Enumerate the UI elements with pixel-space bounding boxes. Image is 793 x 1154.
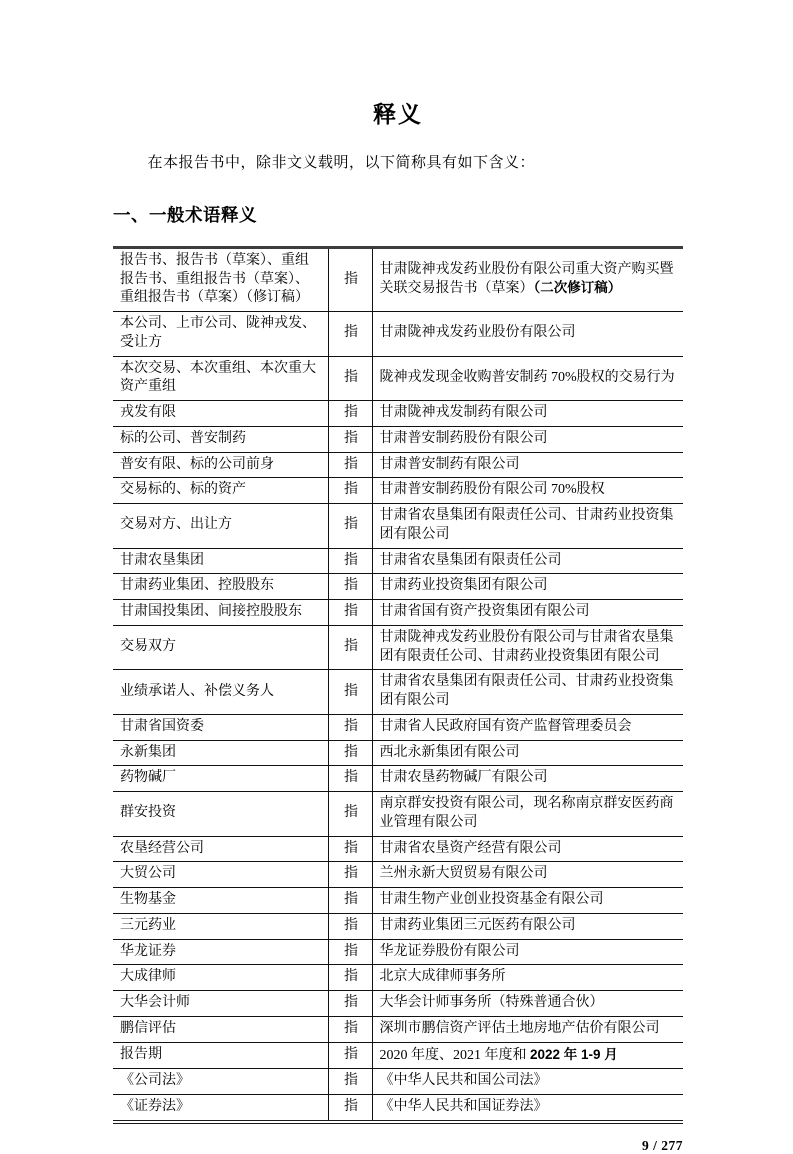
definition-text: 甘肃普安制药有限公司 (379, 456, 520, 472)
definition-text: 《中华人民共和国证券法》 (379, 1099, 548, 1115)
term-cell: 《证券法》 (113, 1095, 328, 1122)
definition-text: 甘肃省国有资产投资集团有限公司 (379, 604, 590, 620)
zhi-cell: 指 (328, 247, 372, 311)
term-cell: 药物碱厂 (113, 766, 328, 792)
definition-cell (372, 356, 683, 401)
definition-cell (372, 548, 683, 574)
definition-text: 甘肃省农垦集团有限责任公司 (379, 552, 562, 568)
table-row (113, 836, 683, 862)
term-cell: 本次交易、本次重组、本次重大资产重组 (113, 356, 328, 401)
table-row (113, 1016, 683, 1042)
section-heading: 一、一般术语释义 (113, 204, 257, 225)
zhi-cell: 指 (328, 965, 372, 991)
definition-cell (372, 426, 683, 452)
definition-text: 甘肃省农垦集团有限责任公司、甘肃药业投资集团有限公司 (379, 508, 674, 542)
table-row (113, 548, 683, 574)
definition-bold-text: （二次修订稿） (533, 280, 622, 296)
page-number: 9 / 277 (641, 1137, 683, 1153)
definition-text: 深圳市鹏信资产评估土地房地产估价有限公司 (379, 1020, 660, 1036)
definition-cell (372, 740, 683, 766)
table-row (113, 600, 683, 626)
definitions-table (113, 246, 683, 1124)
zhi-cell: 指 (328, 991, 372, 1017)
table-row (113, 1095, 683, 1122)
zhi-cell: 指 (328, 574, 372, 600)
zhi-cell: 指 (328, 766, 372, 792)
table-row (113, 1069, 683, 1095)
table-row (113, 312, 683, 357)
definition-cell (372, 792, 683, 837)
zhi-cell: 指 (328, 836, 372, 862)
definition-cell (372, 965, 683, 991)
definition-cell (372, 1069, 683, 1095)
table-row (113, 888, 683, 914)
table-row (113, 356, 683, 401)
table-row (113, 574, 683, 600)
term-cell: 本公司、上市公司、陇神戎发、受让方 (113, 312, 328, 357)
zhi-cell: 指 (328, 792, 372, 837)
table-row (113, 939, 683, 965)
definition-text: 《中华人民共和国公司法》 (379, 1073, 548, 1089)
definition-text: 北京大成律师事务所 (379, 969, 506, 985)
definition-text: 甘肃普安制药股份有限公司 70%股权 (379, 482, 605, 498)
zhi-cell: 指 (328, 670, 372, 715)
zhi-cell: 指 (328, 401, 372, 427)
definition-text: 甘肃生物产业创业投资基金有限公司 (379, 892, 604, 908)
table-row (113, 247, 683, 311)
table-row (113, 740, 683, 766)
definition-text: 大华会计师事务所（特殊普通合伙） (379, 995, 604, 1011)
definition-text: 西北永新集团有限公司 (379, 744, 520, 760)
table-row (113, 401, 683, 427)
zhi-cell: 指 (328, 504, 372, 549)
zhi-cell: 指 (328, 740, 372, 766)
zhi-cell: 指 (328, 625, 372, 670)
definition-cell (372, 939, 683, 965)
zhi-cell: 指 (328, 1016, 372, 1042)
definition-cell (372, 670, 683, 715)
term-cell: 报告期 (113, 1042, 328, 1069)
table-row (113, 913, 683, 939)
definition-text: 甘肃陇神戎发制药有限公司 (379, 405, 548, 421)
term-cell: 标的公司、普安制药 (113, 426, 328, 452)
definition-text: 南京群安投资有限公司，现名称南京群安医药商业管理有限公司 (379, 796, 674, 830)
definition-text: 兰州永新大贸贸易有限公司 (379, 866, 548, 882)
definition-text: 甘肃省人民政府国有资产监督管理委员会 (379, 718, 632, 734)
term-cell: 大贸公司 (113, 862, 328, 888)
definition-cell (372, 1042, 683, 1069)
page-title: 释义 (373, 101, 423, 127)
term-cell: 普安有限、标的公司前身 (113, 452, 328, 478)
definition-cell (372, 312, 683, 357)
term-cell: 《公司法》 (113, 1069, 328, 1095)
definition-cell (372, 625, 683, 670)
definition-cell (372, 836, 683, 862)
term-cell: 甘肃国投集团、间接控股股东 (113, 600, 328, 626)
definition-cell (372, 913, 683, 939)
zhi-cell: 指 (328, 1095, 372, 1122)
definition-text: 甘肃农垦药物碱厂有限公司 (379, 770, 548, 786)
zhi-cell: 指 (328, 356, 372, 401)
zhi-cell: 指 (328, 548, 372, 574)
definition-cell (372, 991, 683, 1017)
term-cell: 华龙证券 (113, 939, 328, 965)
term-cell: 三元药业 (113, 913, 328, 939)
definition-bold-text: 2022 年 1-9 月 (530, 1046, 618, 1062)
table-row (113, 625, 683, 670)
term-cell: 永新集团 (113, 740, 328, 766)
table-row (113, 670, 683, 715)
term-cell: 鹏信评估 (113, 1016, 328, 1042)
term-cell: 甘肃药业集团、控股股东 (113, 574, 328, 600)
term-cell: 业绩承诺人、补偿义务人 (113, 670, 328, 715)
term-cell: 甘肃省国资委 (113, 714, 328, 740)
definition-cell (372, 401, 683, 427)
table-row (113, 714, 683, 740)
zhi-cell: 指 (328, 312, 372, 357)
zhi-cell: 指 (328, 714, 372, 740)
definition-cell (372, 600, 683, 626)
definition-cell (372, 574, 683, 600)
table-row (113, 991, 683, 1017)
intro-text: 在本报告书中，除非文义载明，以下简称具有如下含义： (147, 154, 536, 171)
page-content (113, 0, 683, 1154)
definition-cell (372, 504, 683, 549)
term-cell: 大华会计师 (113, 991, 328, 1017)
zhi-cell: 指 (328, 862, 372, 888)
zhi-cell: 指 (328, 1042, 372, 1069)
term-cell: 群安投资 (113, 792, 328, 837)
definition-cell (372, 1095, 683, 1122)
zhi-cell: 指 (328, 452, 372, 478)
definition-text: 2020 年度、2021 年度和 (379, 1047, 530, 1063)
table-row (113, 504, 683, 549)
term-cell: 生物基金 (113, 888, 328, 914)
table-row (113, 1042, 683, 1069)
table-row (113, 862, 683, 888)
term-cell: 报告书、报告书（草案）、重组报告书、重组报告书（草案）、重组报告书（草案）（修订稿） (120, 252, 309, 306)
table-row (113, 452, 683, 478)
definition-cell (372, 862, 683, 888)
table-row (113, 766, 683, 792)
zhi-cell: 指 (328, 600, 372, 626)
table-row (113, 478, 683, 504)
zhi-cell: 指 (328, 888, 372, 914)
definition-cell (372, 888, 683, 914)
definition-text: 甘肃陇神戎发药业股份有限公司与甘肃省农垦集团有限责任公司、甘肃药业投资集团有限公司 (379, 629, 674, 664)
definition-cell (372, 1016, 683, 1042)
term-cell: 农垦经营公司 (113, 836, 328, 862)
term-cell: 交易双方 (113, 625, 328, 670)
term-cell: 交易标的、标的资产 (113, 478, 328, 504)
term-cell: 戎发有限 (113, 401, 328, 427)
table-row (113, 965, 683, 991)
zhi-cell: 指 (328, 1069, 372, 1095)
term-cell: 大成律师 (113, 965, 328, 991)
definition-cell (372, 766, 683, 792)
definition-text: 甘肃药业投资集团有限公司 (379, 578, 548, 594)
definition-text: 甘肃陇神戎发药业股份有限公司 (379, 325, 576, 341)
definition-text: 甘肃省农垦集团有限责任公司、甘肃药业投资集团有限公司 (379, 674, 674, 709)
definition-text: 华龙证券股份有限公司 (379, 943, 520, 959)
zhi-cell: 指 (328, 913, 372, 939)
term-cell: 甘肃农垦集团 (113, 548, 328, 574)
zhi-cell: 指 (328, 426, 372, 452)
definition-text: 甘肃药业集团三元医药有限公司 (379, 917, 576, 933)
zhi-cell: 指 (328, 478, 372, 504)
definition-text: 甘肃普安制药股份有限公司 (379, 430, 548, 446)
definition-cell (372, 247, 683, 311)
definition-text: 甘肃陇神戎发药业股份有限公司重大资产购买暨关联交易报告书（草案） (379, 261, 674, 297)
definition-cell (372, 452, 683, 478)
zhi-cell: 指 (328, 939, 372, 965)
definition-cell (372, 714, 683, 740)
definition-text: 甘肃省农垦资产经营有限公司 (379, 840, 562, 856)
definition-text: 陇神戎发现金收购普安制药 70%股权的交易行为 (379, 369, 675, 385)
table-row (113, 426, 683, 452)
table-row (113, 792, 683, 837)
definition-cell (372, 478, 683, 504)
term-cell: 交易对方、出让方 (113, 504, 328, 549)
